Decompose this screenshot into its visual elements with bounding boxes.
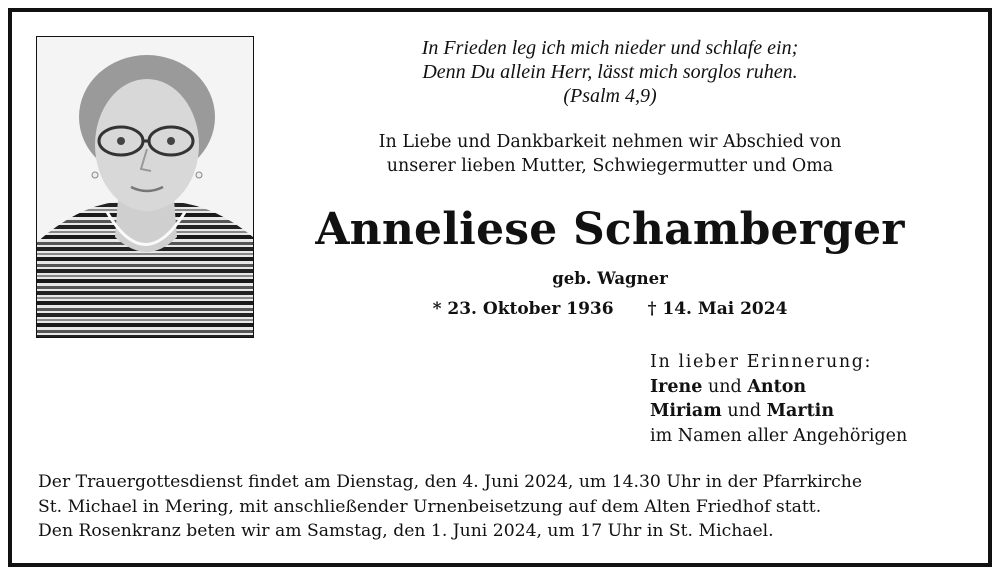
mourner-couple-2 — [650, 399, 970, 424]
birth-name: geb. Wagner — [552, 269, 668, 288]
mourners-heading: In lieber Erinnerung: — [650, 352, 873, 372]
notice-line-3: Den Rosenkranz beten wir am Samstag, den 1. Juni 2024, um 17 Uhr in St. Michael. — [38, 521, 774, 541]
death-date: † 14. Mai 2024 — [647, 299, 788, 319]
notice-line-2: St. Michael in Mering, mit anschließender Urnenbeisetzung auf dem Alten Friedhof statt. — [38, 496, 822, 517]
mourner-couple-1 — [650, 375, 970, 400]
mourner-name: Anton — [747, 376, 807, 397]
life-dates — [300, 297, 920, 321]
deceased-name: Anneliese Schamberger — [315, 204, 905, 255]
intro-line-1: In Liebe und Dankbarkeit nehmen wir Abschied von — [378, 132, 842, 152]
mourners-closing: im Namen aller Angehörigen — [650, 425, 908, 446]
portrait-photo — [36, 36, 254, 338]
farewell-intro — [300, 130, 920, 178]
psalm-verse — [300, 36, 920, 108]
intro-line-2: unserer lieben Mutter, Schwiegermutter und Oma — [386, 156, 834, 176]
verse-source: (Psalm 4,9) — [563, 85, 657, 107]
notice-line-1: Der Trauergottesdienst findet am Dienstag, den 4. Juni 2024, um 14.30 Uhr in der Pfarrkirche — [38, 472, 863, 492]
verse-line-1: In Frieden leg ich mich nieder und schlafe ein; — [421, 37, 799, 59]
mourners-block — [650, 350, 970, 448]
mourner-name: Miriam — [650, 401, 722, 421]
mourner-joiner: und — [707, 376, 742, 397]
verse-line-2: Denn Du allein Herr, lässt mich sorglos ruhen. — [422, 61, 798, 83]
mourner-name: Irene — [650, 376, 703, 397]
portrait-photo-icon — [37, 37, 253, 337]
birth-date: * 23. Oktober 1936 — [432, 299, 614, 319]
mourner-name: Martin — [766, 401, 835, 421]
mourner-joiner: und — [727, 401, 762, 421]
service-notice — [38, 470, 968, 544]
